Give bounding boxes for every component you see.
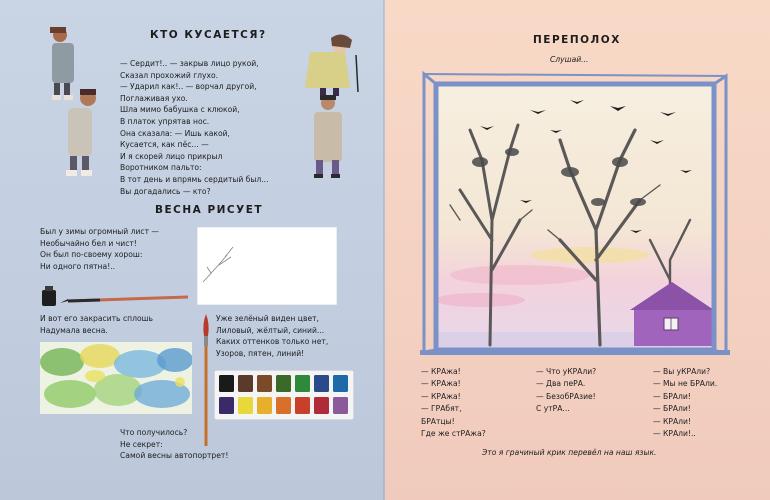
paint-well xyxy=(295,397,310,414)
poem-title-spring-draws: ВЕСНА РИСУЕТ xyxy=(155,204,264,216)
paint-well xyxy=(314,375,329,392)
verse-line: Вы догадались — кто? xyxy=(120,186,211,196)
man-rubbing-ear-figure xyxy=(66,89,96,176)
poem-subtitle: Слушай... xyxy=(550,55,589,64)
verse-line: Не секрет: xyxy=(120,439,163,449)
spring-stanza-4 xyxy=(120,427,228,462)
poem-footer: Это я грачиный крик перевёл на наш язык. xyxy=(482,448,657,457)
verse-line: И я скорей лицо прикрыл xyxy=(120,151,223,161)
verse-line: Самой весны автопортрет! xyxy=(120,451,229,461)
dialogue-line: — КРАли!.. xyxy=(653,428,696,438)
dialogue-line: — Два пеРА. xyxy=(536,379,586,389)
dialogue-line: — БРАли! xyxy=(653,391,691,401)
dialogue-line: — КРАжа! xyxy=(421,391,461,401)
rook-dialogue-column-3 xyxy=(653,366,717,440)
spring-stanza-2 xyxy=(40,313,153,336)
paint-well xyxy=(238,397,253,414)
window-rooks-illustration xyxy=(420,70,730,355)
right-page xyxy=(385,0,770,500)
verse-line: Шла мимо бабушка с клюкой, xyxy=(120,105,240,115)
paint-well xyxy=(295,375,310,392)
dialogue-line: — Что уКРАли? xyxy=(536,367,597,376)
dialogue-line: Где же стРАжа? xyxy=(421,428,486,438)
verse-line: Узоров, пятен, линий! xyxy=(216,348,305,358)
dialogue-line: — БРАли! xyxy=(653,404,691,414)
dialogue-line: БРАтцы! xyxy=(421,416,455,426)
verse-line: Ни одного пятна!.. xyxy=(40,261,116,271)
ink-and-brush-illustration xyxy=(38,284,198,312)
dialogue-line: С утРА... xyxy=(536,404,570,414)
verse-line: Воротником пальто: xyxy=(120,163,202,173)
verse-line: — Ударил как!.. — ворчал другой, xyxy=(120,82,257,92)
verse-line: В платок упрятав нос. xyxy=(120,116,210,126)
spring-stanza-3 xyxy=(216,313,328,359)
verse-line: Она сказала: — Ишь какой, xyxy=(120,128,230,138)
paint-well xyxy=(257,375,272,392)
verse-line: Был у зимы огромный лист — xyxy=(40,227,160,236)
paint-well xyxy=(238,375,253,392)
verse-line: Каких оттенков только нет, xyxy=(216,337,329,347)
paint-well xyxy=(333,375,348,392)
paint-well xyxy=(276,397,291,414)
watercolor-painting xyxy=(40,342,192,414)
verse-line: В тот день и впрямь сердитый был... xyxy=(120,174,269,184)
poem-title-who-bites: КТО КУСАЕТСЯ? xyxy=(150,29,267,41)
verse-line: И вот его закрасить сплошь xyxy=(40,314,154,323)
dialogue-line: — БезобРАзие! xyxy=(536,391,596,401)
verse-line: — Сердит!.. — закрыв лицо рукой, xyxy=(120,59,259,68)
dialogue-line: — Вы уКРАли? xyxy=(653,367,711,376)
poem-who-bites-text xyxy=(120,58,269,197)
paint-box-illustration xyxy=(214,370,354,420)
dialogue-line: — КРАли! xyxy=(653,416,692,426)
man-covering-face-figure xyxy=(50,27,74,100)
paint-well xyxy=(257,397,272,414)
dialogue-line: — КРАжа! xyxy=(421,367,461,376)
dialogue-line: — КРАжа! xyxy=(421,379,461,389)
verse-line: Необычайно бел и чист! xyxy=(40,238,137,248)
dialogue-line: — ГРАбят, xyxy=(421,404,462,414)
verse-line: Сказал прохожий глухо. xyxy=(120,70,219,80)
rook-dialogue-column-1 xyxy=(421,366,486,440)
verse-line: Кусается, как пёс... — xyxy=(120,140,209,150)
white-sheet-illustration xyxy=(197,227,337,305)
paint-well xyxy=(314,397,329,414)
paint-well xyxy=(219,375,234,392)
paint-well xyxy=(333,397,348,414)
dialogue-line: — Мы не БРАли. xyxy=(653,379,718,389)
verse-line: Поглаживая ухо. xyxy=(120,93,188,103)
poem-title-commotion: ПЕРЕПОЛОХ xyxy=(533,34,621,46)
rook-dialogue-column-2 xyxy=(536,366,596,416)
verse-line: Он был по-своему хорош: xyxy=(40,250,143,260)
granny-with-cane-figure xyxy=(305,34,358,96)
paint-well xyxy=(219,397,234,414)
verse-line: Уже зелёный виден цвет, xyxy=(216,314,319,323)
verse-line: Надумала весна. xyxy=(40,325,108,335)
man-in-coat-figure xyxy=(314,95,342,178)
paint-well xyxy=(276,375,291,392)
verse-line: Что получилось? xyxy=(120,428,188,437)
spring-stanza-1 xyxy=(40,226,159,272)
verse-line: Лиловый, жёлтый, синий... xyxy=(216,325,325,335)
